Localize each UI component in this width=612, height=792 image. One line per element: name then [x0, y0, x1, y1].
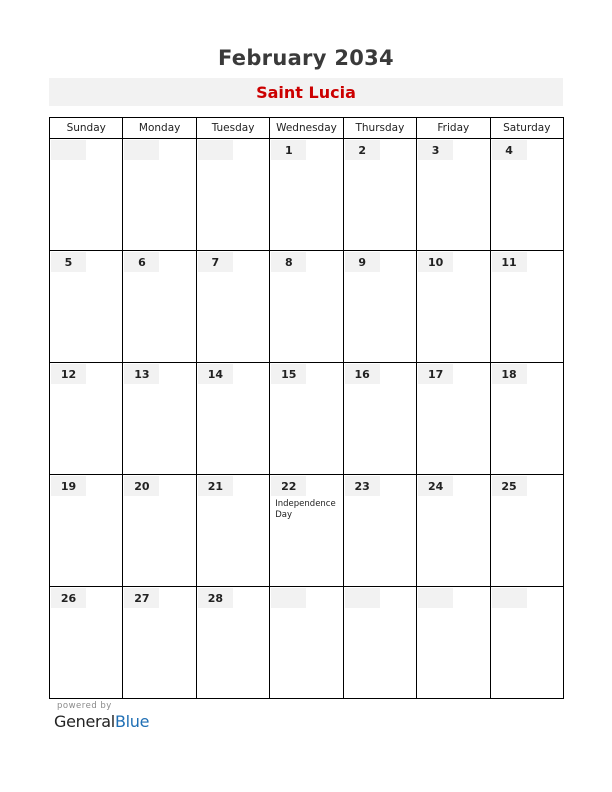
day-cell [417, 139, 490, 251]
date-number: 20 [124, 476, 159, 496]
date-number [271, 588, 306, 608]
weekday-header-friday: Friday [417, 118, 490, 139]
day-cell [417, 251, 490, 363]
date-number: 18 [492, 364, 527, 384]
date-number: 6 [124, 252, 159, 272]
holiday-label: Independence Day [275, 499, 336, 520]
day-cell [270, 139, 343, 251]
day-cell [196, 251, 269, 363]
date-number: 23 [345, 476, 380, 496]
date-number: 15 [271, 364, 306, 384]
date-number [198, 140, 233, 160]
brand-blue: Blue [114, 712, 150, 731]
generalblue-logo[interactable] [54, 712, 149, 731]
date-number [345, 588, 380, 608]
day-cell [196, 475, 269, 587]
powered-by-text: powered by [57, 701, 112, 711]
date-number: 25 [492, 476, 527, 496]
date-number: 14 [198, 364, 233, 384]
date-number: 11 [492, 252, 527, 272]
date-number: 12 [51, 364, 86, 384]
day-cell [343, 139, 416, 251]
weekday-header-thursday: Thursday [343, 118, 416, 139]
day-cell [490, 587, 563, 699]
day-cell [343, 475, 416, 587]
day-cell [343, 251, 416, 363]
date-number [124, 140, 159, 160]
date-number: 2 [345, 140, 380, 160]
date-number: 13 [124, 364, 159, 384]
day-cell [343, 587, 416, 699]
week-row-1 [50, 139, 564, 251]
calendar-title: February 2034 [218, 46, 394, 70]
day-cell [417, 475, 490, 587]
date-number: 5 [51, 252, 86, 272]
brand-general: General [54, 712, 115, 731]
week-row-5 [50, 587, 564, 699]
date-number: 28 [198, 588, 233, 608]
date-number: 21 [198, 476, 233, 496]
date-number: 27 [124, 588, 159, 608]
date-number: 19 [51, 476, 86, 496]
day-cell [123, 251, 196, 363]
weekday-header-tuesday: Tuesday [196, 118, 269, 139]
day-cell [270, 587, 343, 699]
day-cell [123, 475, 196, 587]
week-row-4 [50, 475, 564, 587]
day-cell [123, 139, 196, 251]
day-cell [417, 363, 490, 475]
date-number: 24 [418, 476, 453, 496]
date-number: 17 [418, 364, 453, 384]
day-cell [123, 363, 196, 475]
date-number: 7 [198, 252, 233, 272]
day-cell [50, 475, 123, 587]
date-number: 26 [51, 588, 86, 608]
date-number [418, 588, 453, 608]
date-number: 3 [418, 140, 453, 160]
day-cell [196, 363, 269, 475]
date-number: 8 [271, 252, 306, 272]
date-number: 22 [271, 476, 306, 496]
day-cell [270, 251, 343, 363]
day-cell [490, 475, 563, 587]
weekday-header-saturday: Saturday [490, 118, 563, 139]
weekday-header-sunday: Sunday [50, 118, 123, 139]
date-number: 4 [492, 140, 527, 160]
day-cell [490, 251, 563, 363]
day-cell [343, 363, 416, 475]
day-cell [196, 587, 269, 699]
day-cell [123, 587, 196, 699]
date-number [492, 588, 527, 608]
day-cell [490, 363, 563, 475]
day-cell [490, 139, 563, 251]
country-banner [49, 78, 563, 106]
date-number [51, 140, 86, 160]
day-cell [50, 363, 123, 475]
day-cell [50, 587, 123, 699]
day-cell [50, 251, 123, 363]
weekday-header-wednesday: Wednesday [270, 118, 343, 139]
week-row-3 [50, 363, 564, 475]
country-name: Saint Lucia [256, 83, 356, 102]
weekday-header-row [50, 118, 564, 139]
date-number: 16 [345, 364, 380, 384]
day-cell [270, 475, 343, 587]
month-grid [49, 117, 564, 699]
day-cell [196, 139, 269, 251]
day-cell [417, 587, 490, 699]
date-number: 9 [345, 252, 380, 272]
date-number: 1 [271, 140, 306, 160]
weekday-header-monday: Monday [123, 118, 196, 139]
day-cell [50, 139, 123, 251]
day-cell [270, 363, 343, 475]
week-row-2 [50, 251, 564, 363]
date-number: 10 [418, 252, 453, 272]
